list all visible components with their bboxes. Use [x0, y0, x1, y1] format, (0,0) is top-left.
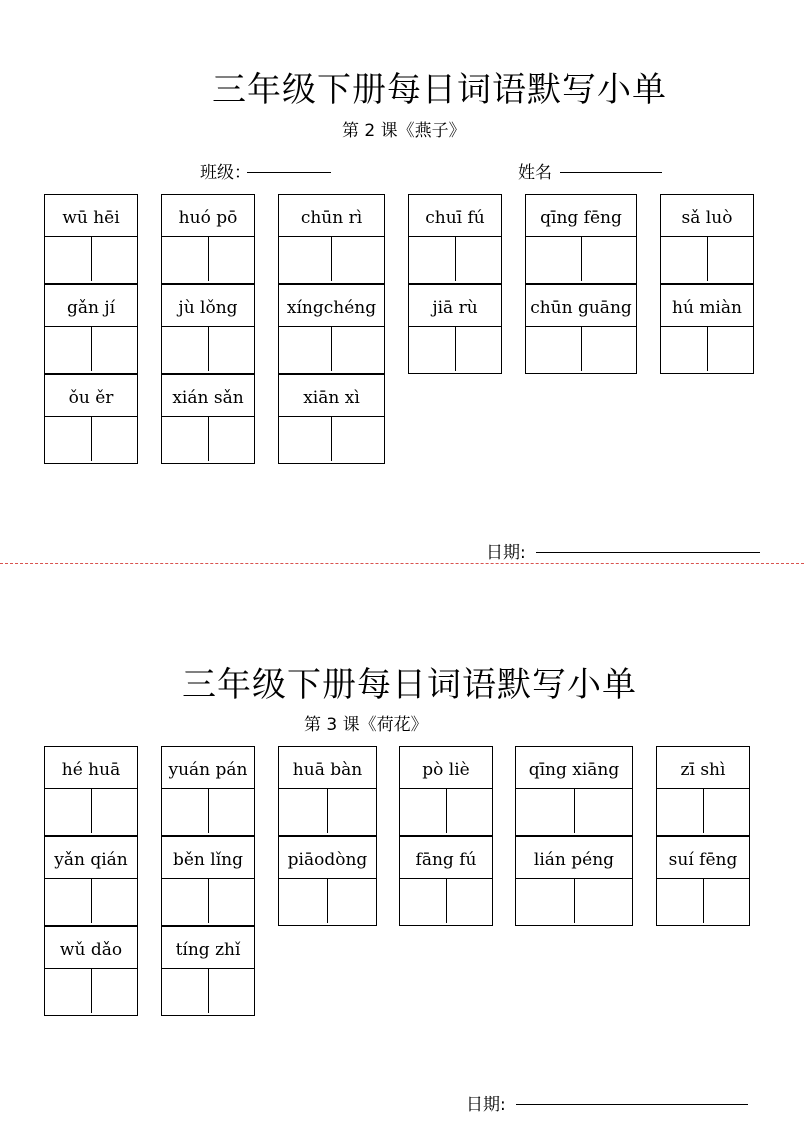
char-box[interactable]	[45, 789, 91, 833]
date-field[interactable]	[536, 552, 760, 553]
word-card	[278, 284, 385, 374]
char-box[interactable]	[581, 327, 637, 371]
pinyin: lián péng	[516, 837, 632, 879]
char-box[interactable]	[703, 789, 750, 833]
char-box[interactable]	[162, 789, 208, 833]
char-box[interactable]	[208, 327, 255, 371]
pinyin: yǎn qián	[45, 837, 137, 879]
word-card	[161, 284, 255, 374]
word-card	[515, 836, 633, 926]
class-field[interactable]	[247, 172, 331, 173]
date-label: 日期:	[466, 1095, 506, 1115]
char-box[interactable]	[162, 879, 208, 923]
char-box[interactable]	[279, 879, 327, 923]
char-box[interactable]	[91, 237, 138, 281]
lesson-title: 第 2 课《燕子》	[342, 121, 466, 141]
char-box[interactable]	[279, 237, 331, 281]
pinyin: yuán pán	[162, 747, 254, 789]
pinyin: hú miàn	[661, 285, 753, 327]
name-field[interactable]	[560, 172, 662, 173]
pinyin: suí fēng	[657, 837, 749, 879]
pinyin: piāodòng	[279, 837, 376, 879]
word-card	[44, 374, 138, 464]
pinyin: běn lǐng	[162, 837, 254, 879]
char-box[interactable]	[516, 789, 574, 833]
pinyin: pò liè	[400, 747, 492, 789]
word-card	[161, 374, 255, 464]
word-card	[44, 836, 138, 926]
char-box[interactable]	[446, 879, 493, 923]
pinyin: xián sǎn	[162, 375, 254, 417]
pinyin: wǔ dǎo	[45, 927, 137, 969]
char-box[interactable]	[331, 327, 384, 371]
cut-line	[0, 563, 804, 564]
char-box[interactable]	[162, 417, 208, 461]
char-box[interactable]	[279, 327, 331, 371]
char-box[interactable]	[91, 417, 138, 461]
char-box[interactable]	[45, 327, 91, 371]
char-box[interactable]	[45, 879, 91, 923]
char-box[interactable]	[657, 879, 703, 923]
word-card	[161, 194, 255, 284]
word-card	[399, 746, 493, 836]
word-card	[525, 284, 637, 374]
pinyin: wū hēi	[45, 195, 137, 237]
char-box[interactable]	[661, 237, 707, 281]
pinyin: qīng fēng	[526, 195, 636, 237]
pinyin: qīng xiāng	[516, 747, 632, 789]
word-card	[515, 746, 633, 836]
char-box[interactable]	[162, 969, 208, 1013]
char-box[interactable]	[331, 417, 384, 461]
word-card	[399, 836, 493, 926]
char-box[interactable]	[657, 789, 703, 833]
class-label: 班级：	[200, 163, 251, 183]
char-box[interactable]	[455, 237, 502, 281]
word-card	[161, 926, 255, 1016]
pinyin: chuī fú	[409, 195, 501, 237]
word-card	[44, 746, 138, 836]
char-box[interactable]	[208, 879, 255, 923]
date-field[interactable]	[516, 1104, 748, 1105]
word-card	[278, 194, 385, 284]
char-box[interactable]	[331, 237, 384, 281]
char-box[interactable]	[208, 417, 255, 461]
word-card	[656, 746, 750, 836]
char-box[interactable]	[45, 237, 91, 281]
pinyin: jiā rù	[409, 285, 501, 327]
word-card	[660, 194, 754, 284]
char-box[interactable]	[574, 879, 633, 923]
word-card	[161, 746, 255, 836]
char-box[interactable]	[400, 879, 446, 923]
char-box[interactable]	[208, 237, 255, 281]
char-box[interactable]	[707, 237, 754, 281]
pinyin: huó pō	[162, 195, 254, 237]
char-box[interactable]	[279, 789, 327, 833]
char-box[interactable]	[400, 789, 446, 833]
pinyin: jù lǒng	[162, 285, 254, 327]
pinyin: tíng zhǐ	[162, 927, 254, 969]
pinyin: huā bàn	[279, 747, 376, 789]
char-box[interactable]	[45, 417, 91, 461]
char-box[interactable]	[516, 879, 574, 923]
word-card	[278, 836, 377, 926]
word-card	[278, 374, 385, 464]
char-box[interactable]	[526, 327, 581, 371]
char-box[interactable]	[661, 327, 707, 371]
char-box[interactable]	[208, 969, 255, 1013]
char-box[interactable]	[409, 237, 455, 281]
word-card	[44, 194, 138, 284]
char-box[interactable]	[574, 789, 633, 833]
char-box[interactable]	[703, 879, 750, 923]
pinyin: chūn guāng	[526, 285, 636, 327]
char-box[interactable]	[91, 879, 138, 923]
word-card	[660, 284, 754, 374]
word-card	[656, 836, 750, 926]
char-box[interactable]	[279, 417, 331, 461]
char-box[interactable]	[526, 237, 581, 281]
word-card	[44, 284, 138, 374]
pinyin: zī shì	[657, 747, 749, 789]
word-card	[161, 836, 255, 926]
char-box[interactable]	[208, 789, 255, 833]
char-box[interactable]	[91, 969, 138, 1013]
char-box[interactable]	[455, 327, 502, 371]
char-box[interactable]	[327, 789, 376, 833]
char-box[interactable]	[707, 327, 754, 371]
word-card	[525, 194, 637, 284]
word-card	[44, 926, 138, 1016]
char-box[interactable]	[91, 789, 138, 833]
char-box[interactable]	[409, 327, 455, 371]
pinyin: chūn rì	[279, 195, 384, 237]
pinyin: hé huā	[45, 747, 137, 789]
page-title: 三年级下册每日词语默写小单	[182, 665, 637, 705]
pinyin: fāng fú	[400, 837, 492, 879]
pinyin: xíngchéng	[279, 285, 384, 327]
pinyin: xiān xì	[279, 375, 384, 417]
pinyin: gǎn jí	[45, 285, 137, 327]
char-box[interactable]	[446, 789, 493, 833]
word-card	[278, 746, 377, 836]
pinyin: sǎ luò	[661, 195, 753, 237]
pinyin: ǒu ěr	[45, 375, 137, 417]
lesson-title: 第 3 课《荷花》	[304, 715, 428, 735]
name-label: 姓名	[518, 163, 552, 183]
char-box[interactable]	[581, 237, 637, 281]
char-box[interactable]	[91, 327, 138, 371]
char-box[interactable]	[327, 879, 376, 923]
word-card	[408, 194, 502, 284]
word-card	[408, 284, 502, 374]
char-box[interactable]	[45, 969, 91, 1013]
page-title: 三年级下册每日词语默写小单	[212, 70, 667, 110]
char-box[interactable]	[162, 327, 208, 371]
date-label: 日期:	[486, 543, 526, 563]
char-box[interactable]	[162, 237, 208, 281]
